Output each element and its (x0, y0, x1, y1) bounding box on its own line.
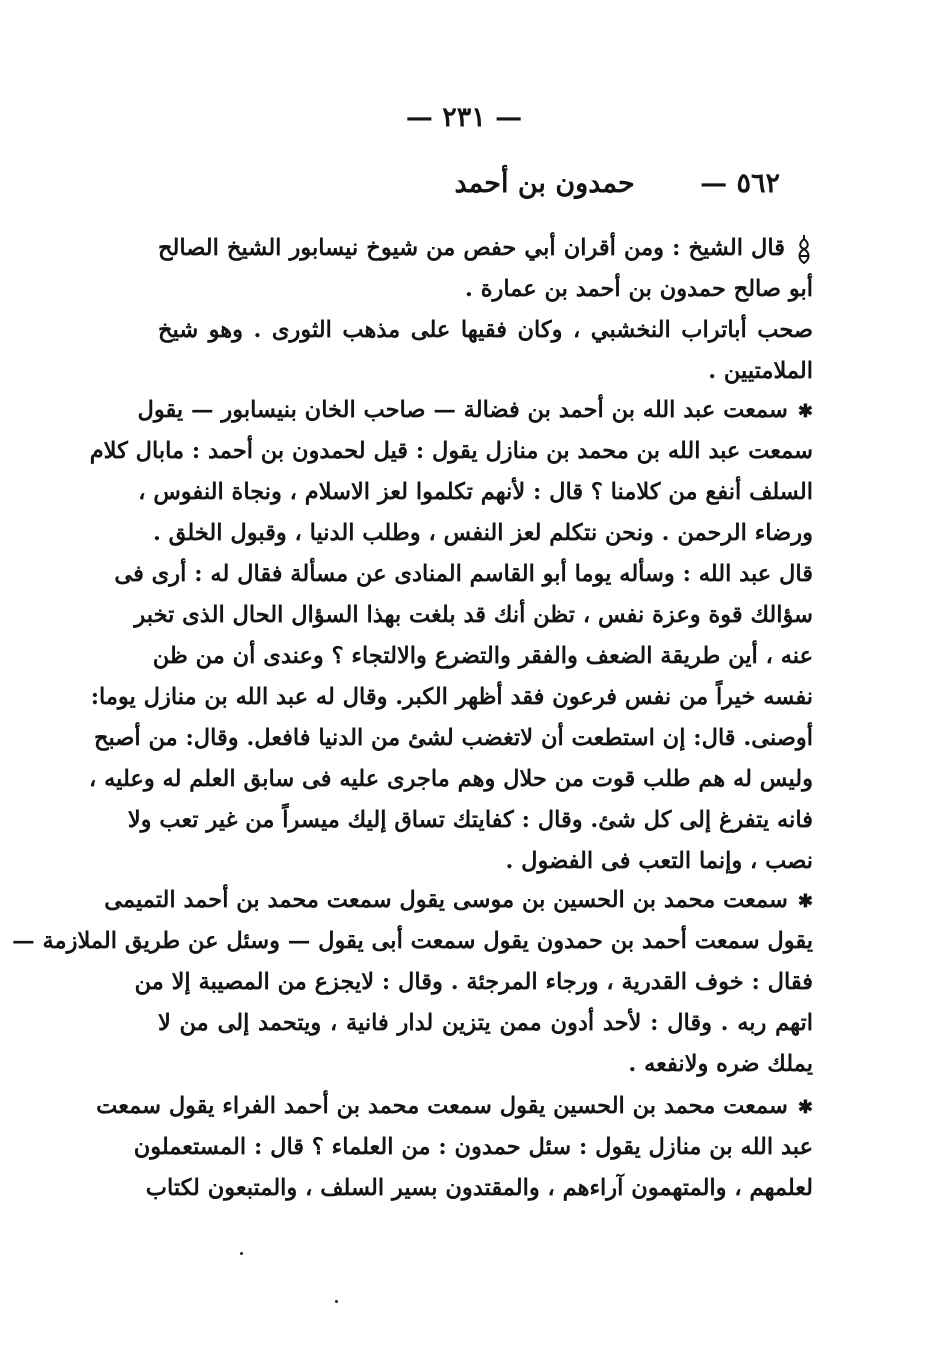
text-line: الملامتيين . (708, 358, 813, 384)
ornament-icon (795, 234, 813, 264)
paragraph-narration-2 (12, 880, 813, 1085)
scan-speck (240, 1252, 243, 1255)
text-line: فانه يتفرغ إلى كل شئ. وقال : كفايتك تساق إليك ميسراً من غير تعب ولا (127, 807, 813, 833)
text-line: عبد الله بن منازل يقول : سئل حمدون : من العلماء ؟ قال : المستعملون (133, 1134, 813, 1160)
paragraph-narration-3 (96, 1086, 813, 1209)
text-line: ورضاء الرحمن . ونحن نتكلم لعز النفس ، وطلب الدنيا ، وقبول الخلق . (153, 520, 813, 546)
text-line: قال الشيخ : ومن أقران أبي حفص من شيوخ نيسابور الشيخ الصالح (158, 228, 813, 269)
text-line: نفسه خيراً من نفس فرعون فقد أظهر الكبر. وقال له عبد الله بن منازل يوما: (90, 684, 813, 710)
text-line: اتهم ربه . وقال : لأحد أدون ممن يتزين لدار فانية ، ويتحمد إلى من لا (158, 1010, 813, 1036)
text-line: وليس له هم طلب قوت من حلال وهم ماجرى عليه فى سابق العلم له وعليه ، (89, 766, 813, 792)
paragraph-narration-1 (89, 390, 813, 882)
asterisk-icon: ✱ (797, 1097, 813, 1118)
text-line: فقال : خوف القدرية ، ورجاء المرجئة . وقال : لايجزع من المصيبة إلا من (134, 969, 813, 995)
page-number: — ٢٣١ — (405, 102, 523, 133)
text-line: يقول سمعت أحمد بن حمدون يقول سمعت أبى يقول — وسئل عن طريق الملازمة — (12, 928, 813, 954)
text-line: نصب ، وإنما التعب فى الفضول . (505, 848, 813, 874)
asterisk-icon: ✱ (797, 401, 813, 422)
text-line: سمعت عبد الله بن محمد بن منازل يقول : قيل لحمدون بن أحمد : مابال كلام (89, 438, 813, 464)
paragraph-companion (158, 310, 813, 392)
text-line: أبو صالح حمدون بن أحمد بن عمارة . (465, 276, 813, 302)
text-line: ✱سمعت محمد بن الحسين بن موسى يقول سمعت محمد بن أحمد التميمى (158, 880, 813, 921)
text-line: أوصنى. قال: إن استطعت أن لاتغضب لشئ من الدنيا فافعل. وقال: من أصبح (93, 725, 813, 751)
section-heading (380, 168, 780, 199)
text-line: ✱سمعت محمد بن الحسين يقول سمعت محمد بن أحمد الفراء يقول سمعت (158, 1086, 813, 1127)
asterisk-icon: ✱ (797, 891, 813, 912)
entry-title: حمدون بن أحمد (454, 168, 635, 199)
text-line: السلف أنفع من كلامنا ؟ قال : لأنهم تكلموا لعز الاسلام ، ونجاة النفوس ، (138, 479, 813, 505)
text-line: عنه ، أين طريقة الضعف والفقر والتضرع والالتجاء ؟ وعندى أن من ظن (152, 643, 813, 669)
paragraph-intro (158, 228, 813, 310)
text-line: صحب أباتراب النخشبي ، وكان فقيها على مذهب الثورى . وهو شيخ (158, 317, 813, 343)
text-line: سؤالك قوة وعزة نفس ، تظن أنك قد بلغت بهذا السؤال الحال الذى تخبر (134, 602, 813, 628)
text-line: لعلمهم ، والمتهمون آراءهم ، والمقتدون بسير السلف ، والمتبعون لكتاب (145, 1175, 813, 1201)
text-line: يملك ضره ولانفعه . (628, 1051, 813, 1077)
scan-speck (335, 1300, 338, 1303)
entry-number: ٥٦٢ — (700, 168, 780, 199)
text-line: قال عبد الله : وسأله يوما أبو القاسم المنادى عن مسألة فقال له : أرى فى (114, 561, 813, 587)
text-line: ✱سمعت عبد الله بن أحمد بن فضالة — صاحب الخان بنيسابور — يقول (158, 390, 813, 431)
